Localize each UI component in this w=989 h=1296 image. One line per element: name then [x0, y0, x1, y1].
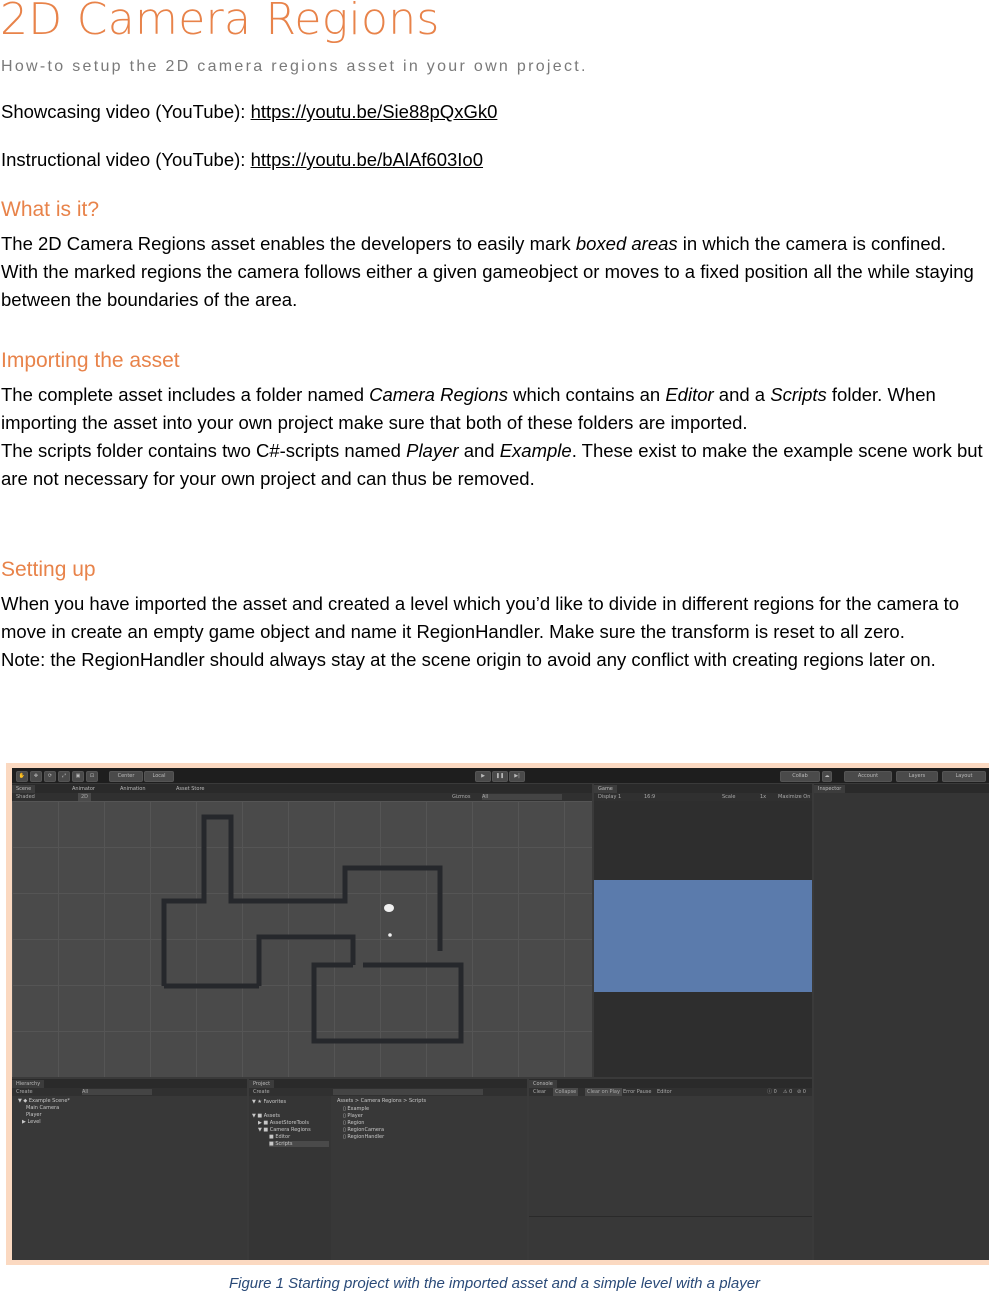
showcase-link[interactable]: https://youtu.be/Sie88pQxGk0	[250, 101, 498, 122]
showcase-line	[1, 101, 497, 123]
scene-search-input[interactable]: All	[482, 794, 562, 800]
console-error-count[interactable]: ⊘ 0	[797, 1089, 806, 1095]
level-drawing	[12, 801, 592, 1077]
assets-item[interactable]: ▼ ■ Assets	[252, 1113, 281, 1119]
importing-paragraph: The complete asset includes a folder named Camera Regions which contains an Editor and a Scripts folder. When importing the asset into your own project make sure that both of these folders are imported. The scripts folder contains two C#-scripts named Player and Example. These exist to make the example scene work but are not necessary for your own project and can thus be removed.	[1, 384, 983, 489]
project-search-input[interactable]	[333, 1089, 483, 1095]
layout-button[interactable]: Layout	[942, 771, 986, 782]
step-icon[interactable]: ▶|	[509, 771, 525, 782]
hierarchy-panel	[12, 1079, 247, 1260]
tab-game[interactable]: Game	[594, 785, 617, 793]
account-button[interactable]: Account	[844, 771, 892, 782]
page-title: 2D Camera Regions	[0, 0, 440, 45]
console-error-pause-button[interactable]: Error Pause	[623, 1089, 652, 1095]
hierarchy-item[interactable]: Player	[26, 1112, 42, 1118]
scale-value[interactable]: 1x	[760, 794, 767, 800]
hierarchy-scene-item[interactable]: ▼ ◆ Example Scene*	[18, 1098, 70, 1104]
level-wall	[259, 937, 353, 986]
hierarchy-search-input[interactable]: All	[82, 1089, 152, 1095]
console-log-count[interactable]: ⓘ 0	[767, 1089, 777, 1095]
transform-tool-icon[interactable]: ⊡	[86, 771, 98, 782]
cloud-icon[interactable]: ☁	[822, 771, 832, 782]
scene-view[interactable]	[12, 801, 592, 1077]
project-folder-tree	[249, 1096, 331, 1260]
player-sprite	[384, 904, 394, 912]
tab-project[interactable]: Project	[249, 1080, 274, 1088]
script-file[interactable]: ▯ Region	[343, 1120, 365, 1126]
setting-paragraph: When you have imported the asset and created a level which you’d like to divide in different regions for the camera to move in create an empty game object and name it RegionHandler. Make sure the transform is reset to all zero. Note: the RegionHandler should always stay at the scene origin to avoid any conflict with creating regions later on.	[1, 593, 960, 670]
hierarchy-item[interactable]: Main Camera	[26, 1105, 60, 1111]
pause-icon[interactable]: ❚❚	[492, 771, 508, 782]
inspector-panel	[814, 784, 989, 1260]
collab-button[interactable]: Collab	[780, 771, 820, 782]
instruction-label: Instructional video (YouTube):	[1, 149, 251, 170]
level-wall	[314, 965, 461, 1041]
tab-animator[interactable]: Animator	[72, 786, 95, 792]
tab-inspector[interactable]: Inspector	[814, 785, 845, 793]
play-icon[interactable]: ▶	[475, 771, 491, 782]
console-clear-button[interactable]: Clear	[533, 1089, 547, 1095]
pivot-center-button[interactable]: Center	[109, 771, 143, 782]
script-file[interactable]: ▯ RegionHandler	[343, 1134, 385, 1140]
tab-hierarchy[interactable]: Hierarchy	[12, 1080, 44, 1088]
rotate-tool-icon[interactable]: ⟳	[44, 771, 56, 782]
favorites-item[interactable]: ▼ ★ Favorites	[252, 1099, 287, 1105]
pivot-local-button[interactable]: Local	[144, 771, 174, 782]
script-file[interactable]: ▯ Example	[343, 1106, 370, 1112]
console-divider	[529, 1216, 812, 1217]
mode-2d-toggle[interactable]: 2D	[78, 793, 91, 801]
display-dropdown[interactable]: Display 1	[598, 794, 622, 800]
project-create-button[interactable]: Create	[253, 1089, 270, 1095]
scale-tool-icon[interactable]: ⤢	[58, 771, 70, 782]
heading-what: What is it?	[1, 198, 100, 221]
tab-scene[interactable]: Scene	[12, 785, 35, 793]
project-panel	[249, 1079, 527, 1260]
script-file[interactable]: ▯ Player	[343, 1113, 363, 1119]
player-marker	[388, 933, 392, 937]
console-collapse-button[interactable]: Collapse	[555, 1089, 577, 1095]
figure-caption: Figure 1 Starting project with the imported asset and a simple level with a player	[228, 1275, 761, 1292]
what-paragraph: The 2D Camera Regions asset enables the developers to easily mark boxed areas in which the camera is confined. With the marked regions the camera follows either a given gameobject or moves to a fixed position all the while staying between the boundaries of the area.	[1, 233, 974, 310]
layers-button[interactable]: Layers	[896, 771, 938, 782]
heading-importing: Importing the asset	[1, 349, 180, 372]
gizmos-dropdown[interactable]: Gizmos	[452, 794, 471, 800]
console-editor-dropdown[interactable]: Editor	[657, 1089, 672, 1095]
rect-tool-icon[interactable]: ▣	[72, 771, 84, 782]
tab-animation[interactable]: Animation	[120, 786, 146, 792]
scene-panel	[12, 784, 592, 1077]
maximize-toggle[interactable]: Maximize On	[778, 794, 811, 800]
console-panel	[529, 1079, 812, 1260]
tab-console[interactable]: Console	[529, 1080, 557, 1088]
instruction-line	[1, 149, 483, 171]
project-breadcrumb: Assets > Camera Regions > Scripts	[337, 1098, 427, 1104]
tab-asset-store[interactable]: Asset Store	[176, 786, 205, 792]
hand-tool-icon[interactable]: ✋	[16, 771, 28, 782]
scale-label: Scale	[722, 794, 736, 800]
showcase-label: Showcasing video (YouTube):	[1, 101, 251, 122]
script-file[interactable]: ▯ RegionCamera	[343, 1127, 385, 1133]
folder-item[interactable]: ■ Editor	[269, 1134, 291, 1140]
move-tool-icon[interactable]: ✥	[30, 771, 42, 782]
instruction-link[interactable]: https://youtu.be/bAlAf603Io0	[250, 149, 484, 170]
figure-screenshot	[6, 763, 989, 1265]
game-camera-area	[594, 880, 812, 992]
page-subtitle: How-to setup the 2D camera regions asset in your own project.	[1, 58, 588, 75]
hierarchy-create-button[interactable]: Create	[16, 1089, 33, 1095]
heading-setting: Setting up	[1, 558, 96, 581]
hierarchy-item[interactable]: ▶ Level	[22, 1119, 41, 1125]
folder-item[interactable]: ▶ ■ AssetStoreTools	[258, 1120, 309, 1126]
console-clear-on-play-button[interactable]: Clear on Play	[587, 1089, 620, 1095]
unity-toolbar	[12, 768, 989, 783]
folder-item-selected[interactable]: ■ Scripts	[269, 1141, 329, 1147]
folder-item[interactable]: ▼ ■ Camera Regions	[258, 1127, 311, 1133]
unity-editor	[12, 768, 989, 1260]
aspect-dropdown[interactable]: 16:9	[644, 794, 656, 800]
level-wall	[164, 817, 440, 986]
console-warning-count[interactable]: ⚠ 0	[783, 1089, 793, 1095]
game-view	[594, 801, 812, 1077]
shaded-dropdown[interactable]: Shaded	[16, 794, 35, 800]
game-panel	[594, 784, 812, 1077]
